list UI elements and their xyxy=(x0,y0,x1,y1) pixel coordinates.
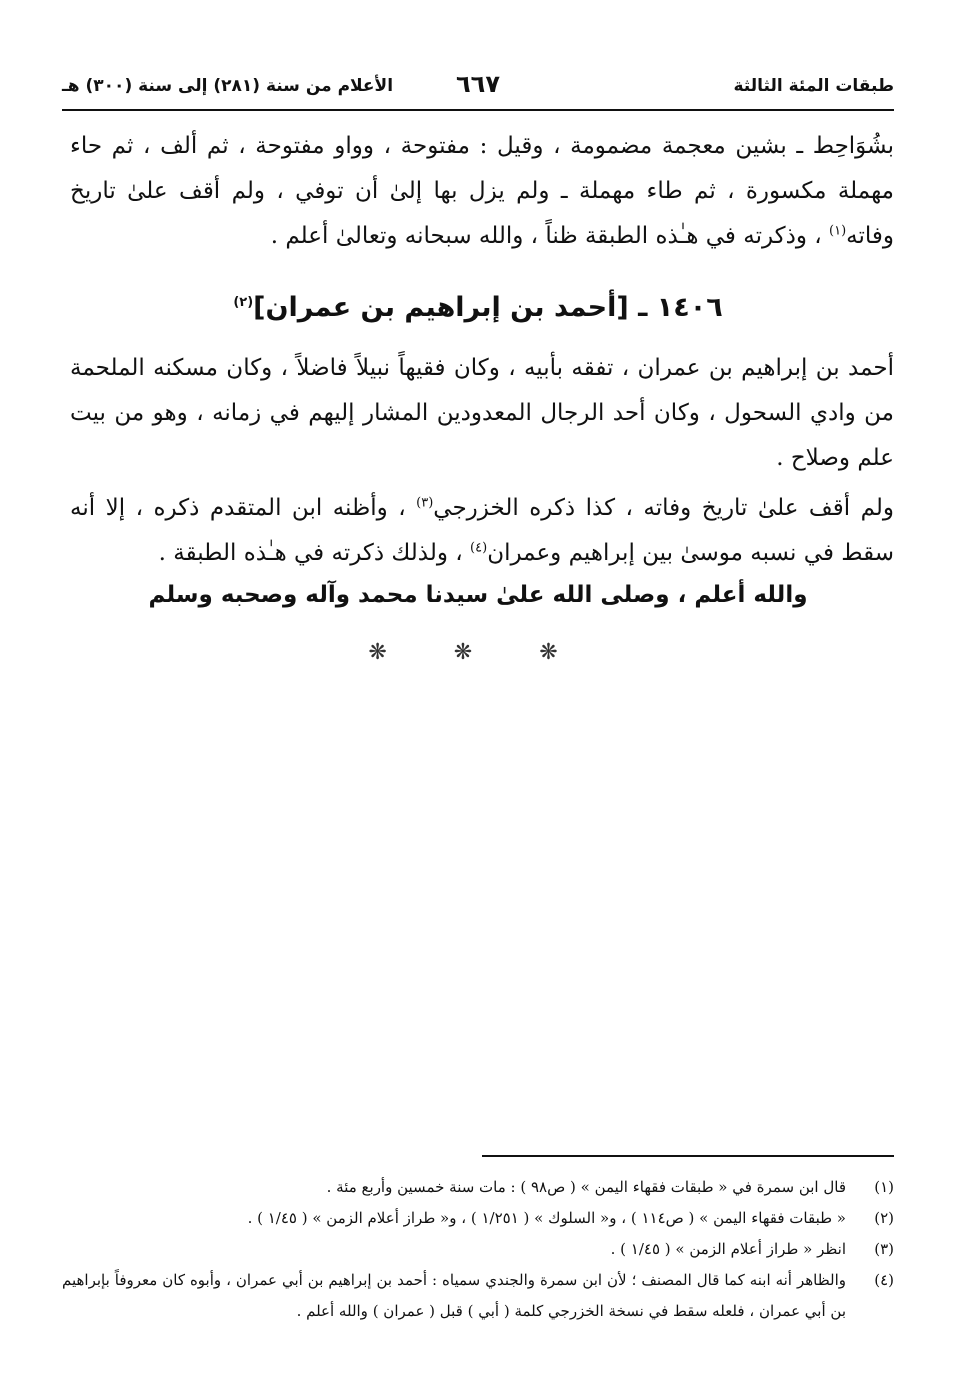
entry-paragraph-1: أحمد بن إبراهيم بن عمران ، تفقه بأبيه ، وكان فقيهاً نبيلاً فاضلاً ، وكان مسكنه الملحمة من وادي السحول ، وكان أحد الرجال المعدودين المشار إليهم في زمانه ، وهو من بيت علم وصلاح . xyxy=(70,355,894,471)
footnote-ref-1: (١) xyxy=(829,223,847,239)
footnote-item xyxy=(62,1234,894,1265)
footnote-text: انظر « طراز أعلام الزمن » ( ١/٤٥ ) . xyxy=(610,1240,846,1258)
paragraph-text-a: ولم أقف علىٰ تاريخ وفاته ، كذا ذكره الخزرجي xyxy=(433,495,895,521)
paragraph-text-b: ، وأظنه ابن المتقدم ذكره ، إلا أنه سقط في نسبه موسىٰ بين إبراهيم وعمران xyxy=(70,495,894,566)
paragraph-text: بشُوَاحِط ـ بشين معجمة مضمومة ، وقيل : مفتوحة ، وواو مفتوحة ، ثم ألف ، ثم حاء مهملة مكسورة ، ثم طاء مهملة ـ ولم يزل بها إلىٰ أن توفي ، ولم أقف علىٰ تاريخ وفاته xyxy=(70,133,894,249)
footnote-item xyxy=(62,1203,894,1234)
footnote-ref-4: (٤) xyxy=(470,540,488,556)
page-header xyxy=(62,72,894,106)
closing-prayer: والله أعلم ، وصلى الله علىٰ سيدنا محمد وآله وصحبه وسلم xyxy=(148,582,808,608)
footnote-number: (٢) xyxy=(874,1209,894,1227)
footnote-text: والظاهر أنه ابنه كما قال المصنف ؛ لأن ابن سمرة والجندي سمياه : أحمد بن إبراهيم بن أبي عمران ، وأبوه كان معروفاً بإبراهيم بن أبي عمران ، فلعله سقط في نسخة الخزرجي كلمة ( أبي ) قبل ( عمران ) والله أعلم . xyxy=(62,1271,846,1320)
footnote-item xyxy=(62,1265,894,1327)
footnote-text: « طبقات فقهاء اليمن » ( ص١١٤ ) ، و« السلوك » ( ١/٢٥١ ) ، و« طراز أعلام الزمن » ( ١/٤٥ ) . xyxy=(247,1209,846,1227)
footnote-number: (٤) xyxy=(874,1271,894,1289)
page-number: ٦٦٧ xyxy=(456,70,500,98)
paragraph-text-c: ، ولذلك ذكرته في هـٰذه الطبقة . xyxy=(158,540,471,566)
footnote-item xyxy=(62,1172,894,1203)
footnote-ref-2: (٢) xyxy=(233,295,254,310)
footnote-number: (٣) xyxy=(874,1240,894,1258)
footnote-divider xyxy=(482,1155,894,1157)
footnote-text: قال ابن سمرة في « طبقات فقهاء اليمن » ( ص٩٨ ) : مات سنة خمسين وأربع مئة . xyxy=(326,1178,846,1196)
footnote-ref-3: (٣) xyxy=(416,495,434,511)
running-title-left: الأعلام من سنة (٢٨١) إلى سنة (٣٠٠) هـ xyxy=(62,76,394,96)
entry-title: ١٤٠٦ ـ [أحمد بن إبراهيم بن عمران] xyxy=(253,292,723,323)
entry-paragraph-2 xyxy=(70,486,894,576)
footnote-number: (١) xyxy=(874,1178,894,1196)
running-title-right: طبقات المئة الثالثة xyxy=(733,76,894,96)
section-separator: ❋ ❋ ❋ xyxy=(368,640,588,665)
paragraph-text-end: ، وذكرته في هـٰذه الطبقة ظناً ، والله سبحانه وتعالىٰ أعلم . xyxy=(270,223,830,249)
header-divider xyxy=(62,109,894,111)
paragraph-continuation xyxy=(70,124,894,259)
footnotes xyxy=(62,1172,894,1327)
entry-heading xyxy=(62,292,894,323)
